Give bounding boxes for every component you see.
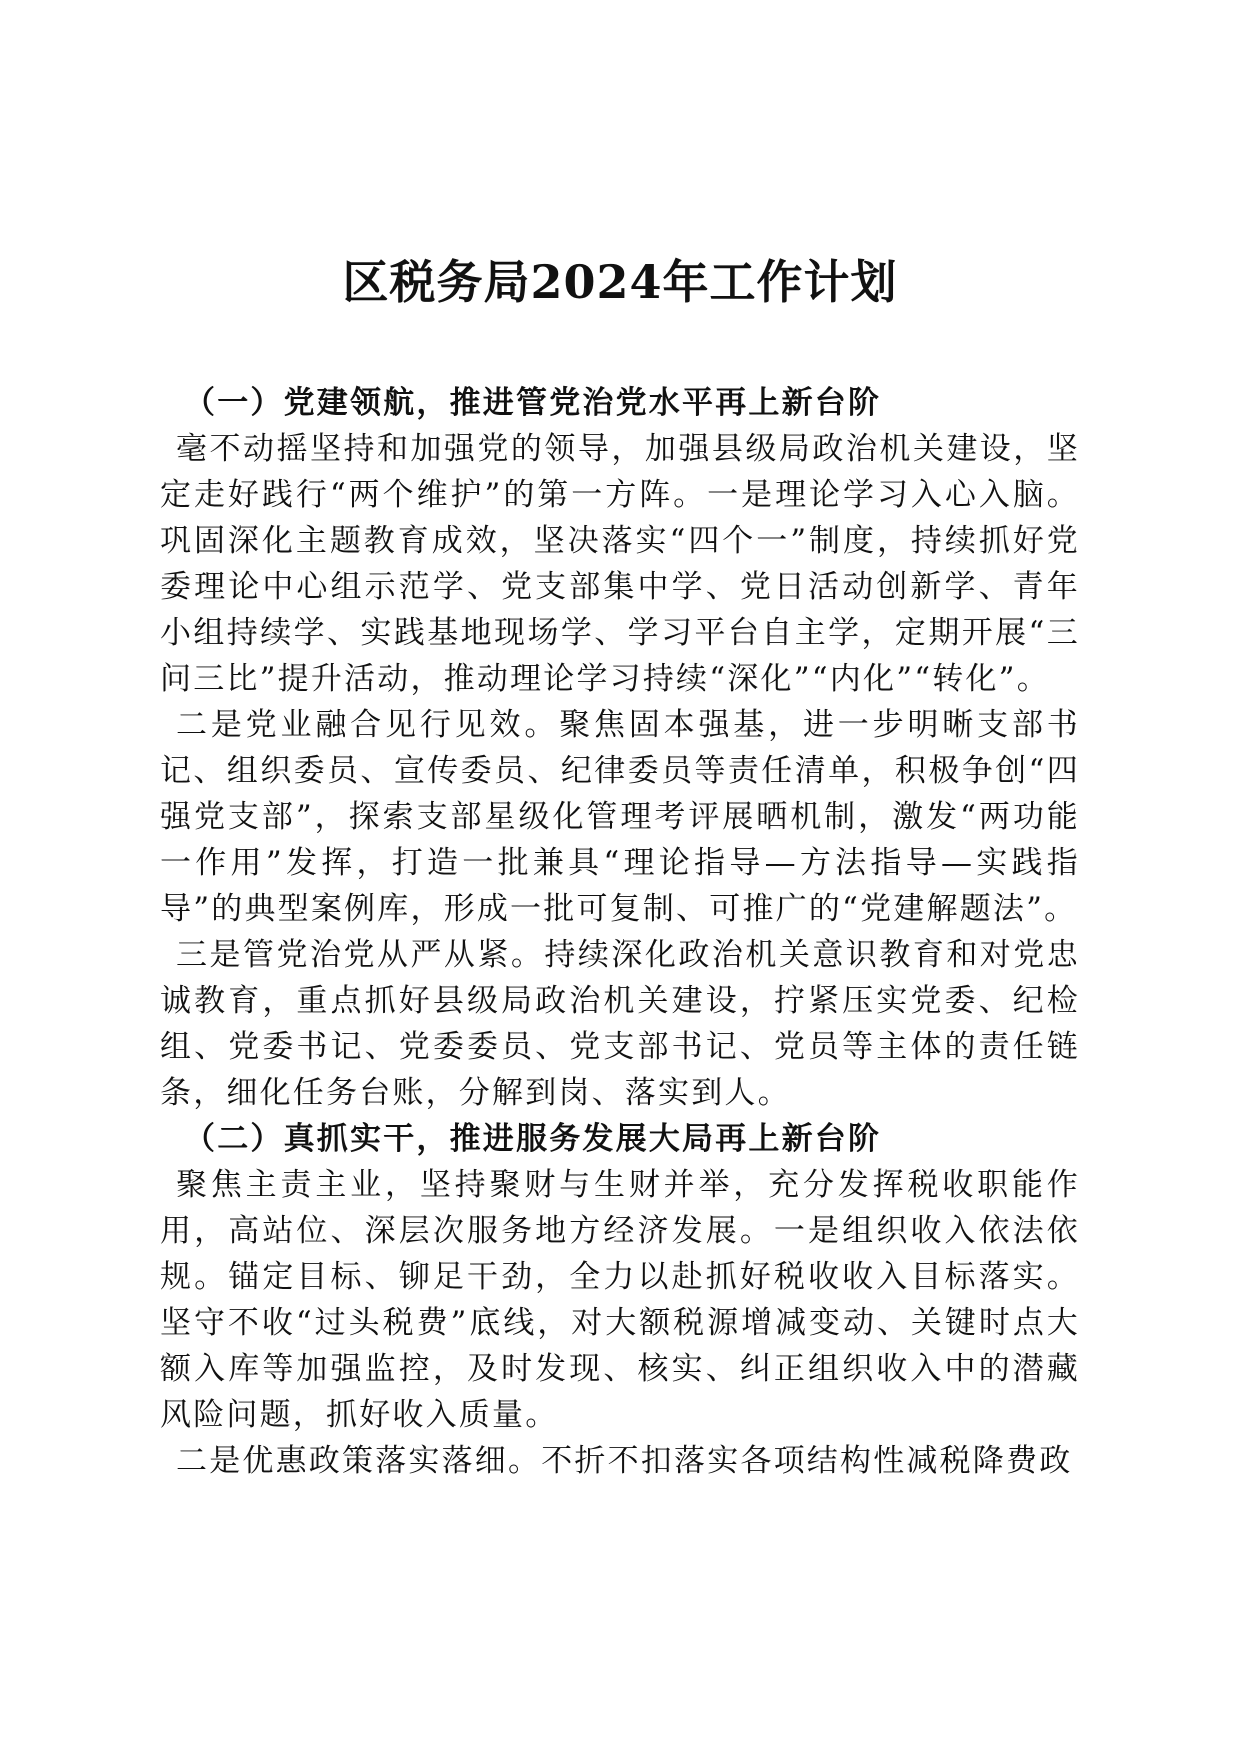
section-2-paragraph-2: 二是优惠政策落实落细。不折不扣落实各项结构性减税降费政 — [176, 1443, 1073, 1479]
section-1-paragraph-1: 毫不动摇坚持和加强党的领导，加强县级局政治机关建设，坚定走好践行“两个维护”的第一方阵。一是理论学习入心入脑。巩固深化主题教育成效，坚决落实“四个一”制度，持续抓好党委理论中心组示范学、党支部集中学、党日活动创新学、青年小组持续学、实践基地现场学、学习平台自主学，定期开展“三问三比”提升活动，推动理论学习持续“深化”“内化”“转化”。 — [160, 431, 1080, 697]
section-1-paragraph-3: 三是管党治党从严从紧。持续深化政治机关意识教育和对党忠诚教育，重点抓好县级局政治机关建设，拧紧压实党委、纪检组、党委书记、党委委员、党支部书记、党员等主体的责任链条，细化任务台账，分解到岗、落实到人。 — [160, 937, 1080, 1111]
section-2-heading: （二）真抓实干，推进服务发展大局再上新台阶 — [184, 1121, 882, 1157]
section-2-paragraph-1: 聚焦主责主业，坚持聚财与生财并举，充分发挥税收职能作用，高站位、深层次服务地方经济发展。一是组织收入依法依规。锚定目标、铆足干劲，全力以赴抓好税收收入目标落实。坚守不收“过头税费”底线，对大额税源增减变动、关键时点大额入库等加强监控，及时发现、核实、纠正组织收入中的潜藏风险问题，抓好收入质量。 — [160, 1167, 1080, 1433]
section-1-heading: （一）党建领航，推进管党治党水平再上新台阶 — [184, 385, 882, 421]
document-body — [160, 380, 1080, 1484]
document-title: 区税务局2024年工作计划 — [342, 255, 898, 309]
section-1-paragraph-2: 二是党业融合见行见效。聚焦固本强基，进一步明晰支部书记、组织委员、宣传委员、纪律委员等责任清单，积极争创“四强党支部”，探索支部星级化管理考评展晒机制，激发“两功能一作用”发挥，打造一批兼具“理论指导—方法指导—实践指导”的典型案例库，形成一批可复制、可推广的“党建解题法”。 — [160, 707, 1080, 927]
